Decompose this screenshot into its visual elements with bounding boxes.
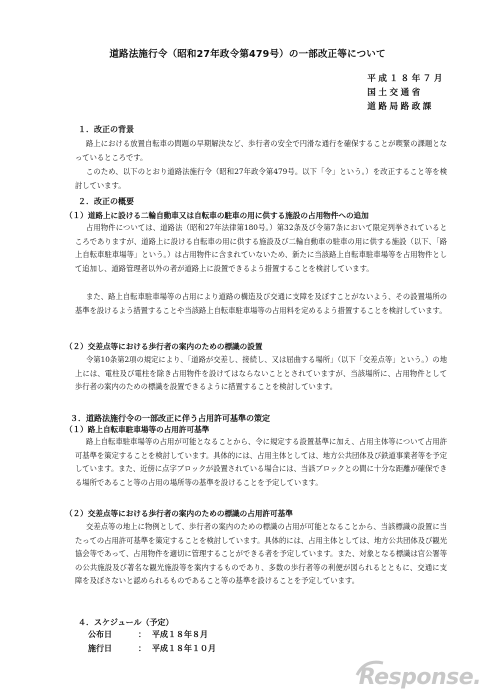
section-4-heading: ４．スケジュール（予定）	[78, 618, 174, 627]
schedule-row-promulgation	[88, 628, 216, 642]
section-3-2-heading: （２）交差点等における歩行者の案内のための標識の占用許可基準	[65, 509, 293, 518]
section-3-1-paragraph-1: 路上自転車駐車場等の占用が可能となることから、令に規定する設置基準に加え、占用主体等について占用許可基準を策定することを検討しています。具体的には、占用主体としては、地方公共団体及び鉄道事業者等を予定しています。また、近傍に点字ブロックが設置されている場合には、当該ブロックとの間に十分な距離が確保できる場所であること等の占用の場所等の基準を設けることを予定しています。	[75, 437, 447, 487]
section-2-2-heading: （２）交差点等における歩行者の案内のための標識の設置	[65, 342, 263, 351]
issuer-division: 道路局路政課	[367, 102, 434, 112]
section-3-2-paragraph-1: 交差点等の地上に物例として、歩行者の案内のための標識の占用が可能となることから、当該標識の設置に当たっての占用許可基準を策定することを検討しています。具体的には、占用主体としては、地方公共団体及び観光協会等であって、占用物件を適切に管理することができる者を予定しています。また、対象となる標識は官公署等の公共施設及び著名な観光施設等を案内するものであり、多数の歩行者等の利便が図られるとともに、交通に支障を及ぼさないと認められるものであること等の基準を設けることを予定しています。	[75, 522, 447, 586]
schedule-colon: ：	[138, 644, 146, 653]
section-3-heading: ３．道路法施行令の一部改正に伴う占用許可基準の策定	[70, 414, 270, 423]
section-2-1-heading: （１）道路上に設ける二輪自動車又は自転車の駐車の用に供する施設の占用物件への追加	[65, 211, 369, 220]
schedule-label: 公布日	[88, 630, 112, 639]
document-title: 道路法施行令（昭和27年政令第479号）の一部改正等について	[109, 49, 386, 60]
section-1-paragraph-1: 路上における放置自転車の問題の早期解決など、歩行者の安全で円滑な通行を確保することが喫緊の課題となっているところです。	[75, 139, 447, 162]
schedule-value: 平成１８年１０月	[152, 644, 216, 653]
section-2-heading: ２．改正の概要	[78, 197, 134, 206]
response-watermark-logo	[359, 665, 481, 690]
section-2-1-paragraph-1: 占用物件については、道路法（昭和27年法律第180号。）第32条及び令第7条において限定列挙されているところでありますが、道路上に設ける自転車の用に供する施設及び二輪自動車の駐車の用に供する施設（以下、「路上自転車駐車場等」という。）は占用物件に含まれていないため、新たに当該路上自転車駐車場等を占用物件として追加し、道路管理者以外の者が道路上に設置できるよう措置することを検討しています。	[75, 223, 447, 273]
watermark-arc-icon	[355, 659, 385, 677]
issuer-ministry: 国土交通省	[367, 88, 423, 98]
schedule-list	[88, 628, 216, 656]
schedule-row-enforcement	[88, 642, 216, 656]
section-1-paragraph-2: このため、以下のとおり道路法施行令（昭和27年政令第479号。以下「令」という。）を改正すること等を検討しています。	[75, 167, 447, 190]
document-date: 平成１８年７月	[367, 74, 445, 84]
schedule-label: 施行日	[88, 644, 112, 653]
section-1-heading: １．改正の背景	[78, 125, 134, 134]
schedule-colon: ：	[138, 630, 146, 639]
document-meta	[367, 72, 445, 114]
watermark-text: Response.	[358, 665, 481, 690]
section-3-1-heading: （１）路上自転車駐車場等の占用許可基準	[65, 425, 210, 434]
section-2-2-paragraph-1: 令第10条第2項の規定により、「道路が交差し、接続し、又は屈曲する場所」（以下「交差点等」という。）の地上には、電柱及び電柱を除き占用物件を設けてはならないこととされていますが、当該場所に、占用物件として歩行者の案内のための標識を設置できるように措置することを検討しています。	[75, 355, 447, 392]
section-2-1-paragraph-2: また、路上自転車駐車場等の占用により道路の構造及び交通に支障を及ぼすことがないよう、その設置場所の基準を設けるよう措置することや当該路上自転車駐車場等の占用料を定めるよう措置することを検討しています。	[75, 292, 447, 315]
schedule-value: 平成１８年８月	[152, 630, 208, 639]
